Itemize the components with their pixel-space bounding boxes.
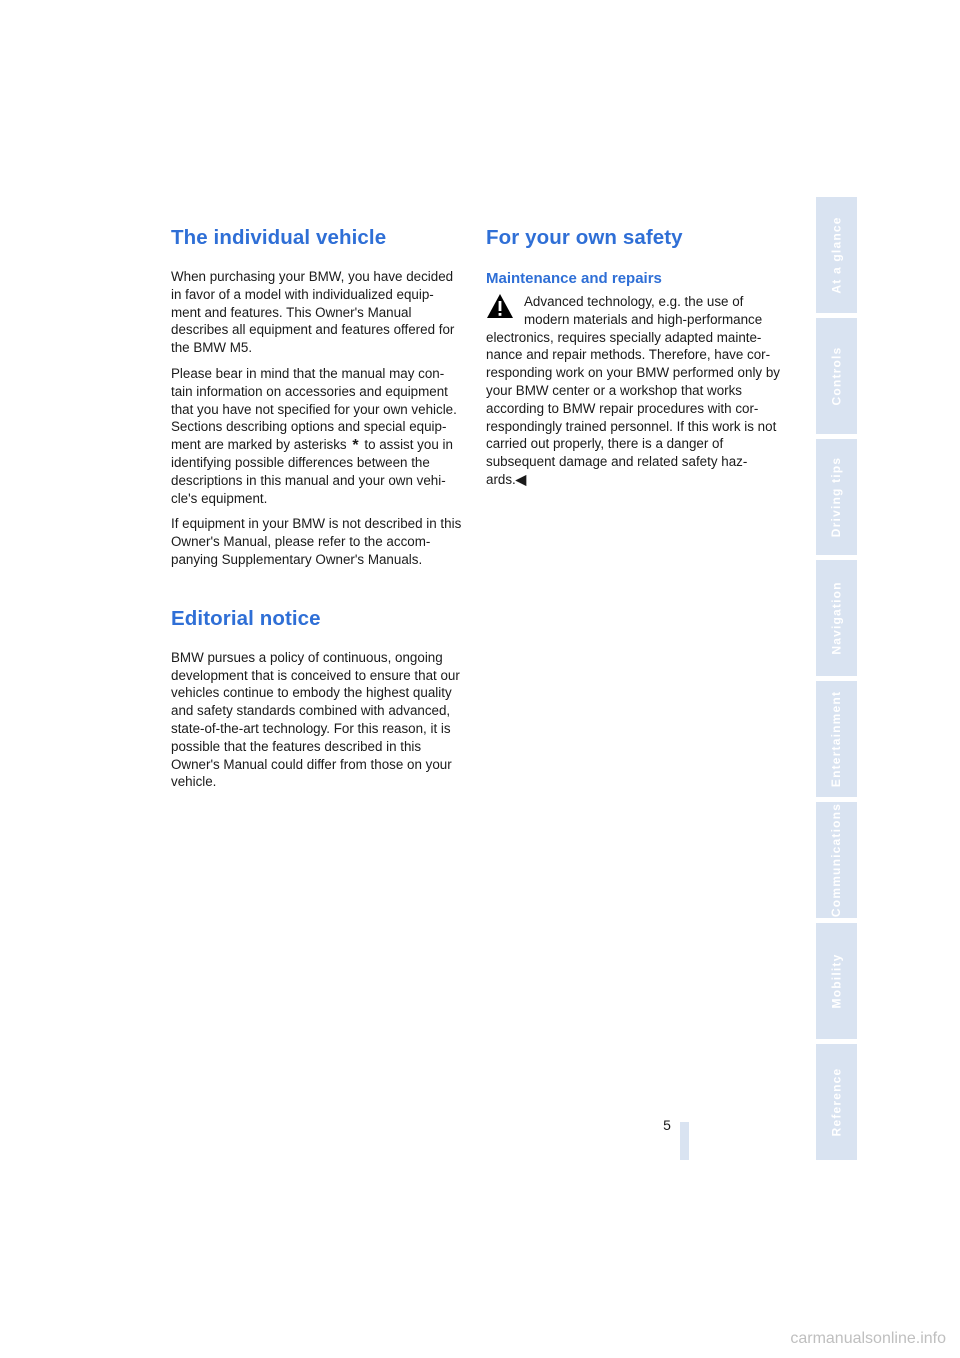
end-mark-icon: ◀ — [515, 471, 527, 487]
tab-communications[interactable] — [816, 802, 857, 918]
asterisk-mark: * — [352, 437, 359, 455]
page-number-bar — [680, 1122, 689, 1160]
page-number: 5 — [663, 1117, 671, 1133]
paragraph: BMW pursues a policy of continuous, ongoing development that is conceived to ensure that our vehicles continue to embody the highest quality and safety standards combined with advanced, state-of-the-art technology. For this reason, it is possible that the features described in this Owner's Manual could differ from those on your vehicle. — [171, 649, 460, 790]
tab-label: Reference — [829, 1067, 844, 1137]
tab-at-a-glance[interactable] — [816, 197, 857, 313]
tab-reference[interactable] — [816, 1044, 857, 1160]
right-column — [486, 226, 780, 497]
watermark: carmanualsonline.info — [790, 1330, 946, 1347]
section-title-own-safety: For your own safety — [486, 226, 683, 249]
paragraph — [171, 365, 463, 507]
text-span: Please bear in mind that the manual may con-tain information on accessories and equipment that you have not specified for your own vehicle. Sections describing options and special equip-ment are marked by asterisks — [171, 365, 457, 453]
warning-note — [486, 293, 780, 489]
subsection-title-maintenance: Maintenance and repairs — [486, 270, 662, 287]
paragraph: If equipment in your BMW is not described in this Owner's Manual, please refer to the accom-panying Supplementary Owner's Manuals. — [171, 516, 462, 567]
left-column — [171, 226, 463, 799]
tab-label: Controls — [829, 346, 844, 406]
tab-controls[interactable] — [816, 318, 857, 434]
tab-navigation[interactable] — [816, 560, 857, 676]
tab-label: Entertainment — [829, 690, 844, 788]
section-title-editorial-notice: Editorial notice — [171, 606, 321, 630]
paragraph: When purchasing your BMW, you have decided in favor of a model with individualized equip-ment and features. This Owner's Manual describes all equipment and features offered for the BMW M5. — [171, 269, 455, 356]
chapter-tabs — [816, 197, 857, 1160]
tab-label: Communications — [829, 802, 844, 918]
tab-label: Mobility — [829, 953, 844, 1009]
text-span: Advanced technology, e.g. the use of modern materials and high-performance electronics, requires specially adapted mainte-nance and repair methods. Therefore, have cor-responding work on your BMW performed only by your BMW center or a workshop that works according to BMW repair procedures with cor-respondingly trained personnel. If this work is not carried out properly, there is a danger of subsequent damage and related safety haz-ards. — [486, 294, 780, 487]
tab-mobility[interactable] — [816, 923, 857, 1039]
tab-entertainment[interactable] — [816, 681, 857, 797]
section-title-individual-vehicle: The individual vehicle — [171, 226, 387, 249]
tab-label: At a glance — [829, 216, 844, 294]
warning-triangle-icon — [486, 293, 516, 323]
warning-text — [486, 293, 780, 489]
tab-driving-tips[interactable] — [816, 439, 857, 555]
tab-label: Navigation — [829, 581, 844, 655]
tab-label: Driving tips — [829, 456, 844, 538]
text-span: to assist you in identifying possible differences between the descriptions in this manual and your own vehi-cle's equipment. — [171, 437, 453, 506]
